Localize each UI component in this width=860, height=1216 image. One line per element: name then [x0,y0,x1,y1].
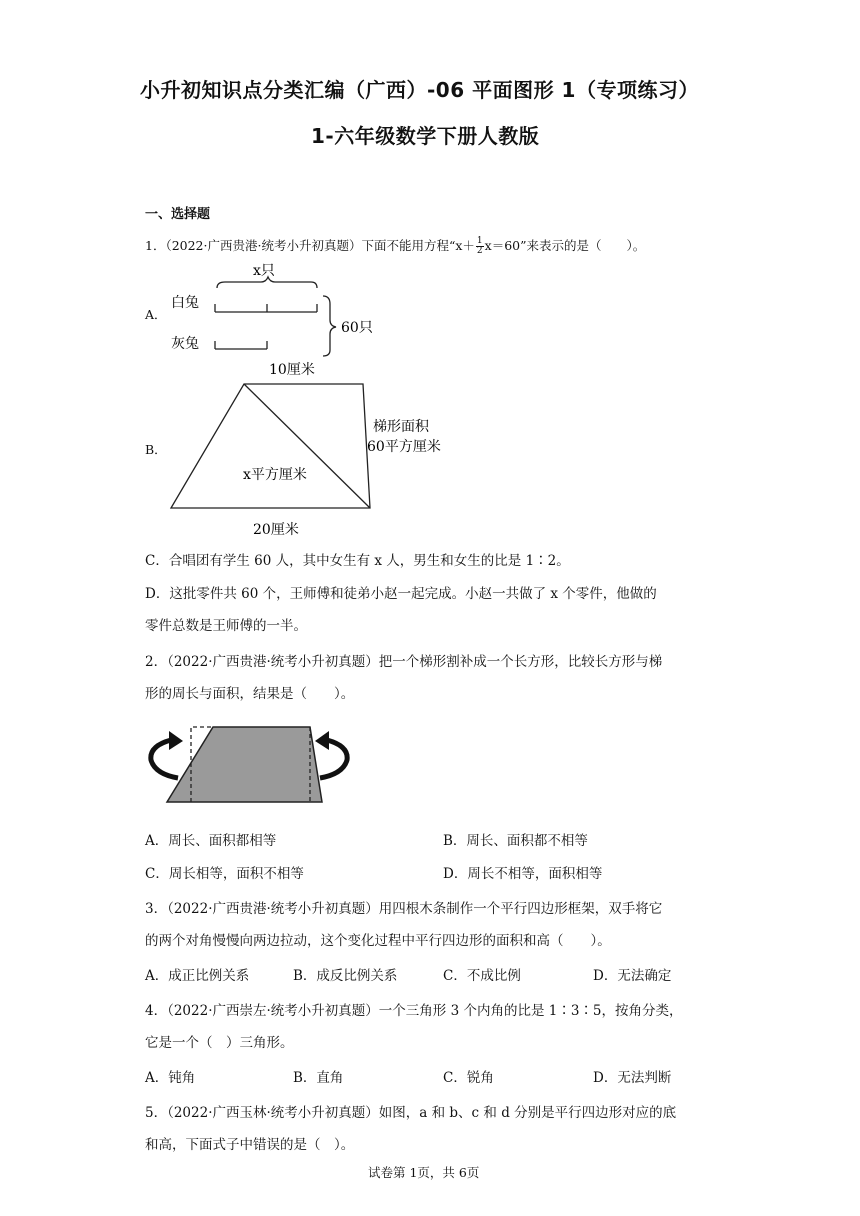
page-footer: 试卷第 1页，共 6页 [368,1165,480,1180]
fraction-one-half: $\frac{1}{2}$ [476,236,483,256]
q3-option-b: B．成反比例关系 [293,968,398,984]
q4-option-a: A．钝角 [145,1070,196,1086]
trapezoid-area-label-1: 梯形面积 [373,419,429,435]
question-1-stem: 1．（2022·广西贵港·统考小升初真题）下面不能用方程“x＋ $\frac{1}{2}$ x＝60”来表示的是（ ）。 [145,236,646,256]
gray-rabbit-label: 灰兔 [171,336,199,352]
top-label: x只 [253,263,275,279]
question-3-line2: 的两个对角慢慢向两边拉动，这个变化过程中平行四边形的面积和高（ ）。 [145,933,611,949]
q2-option-b: B．周长、面积都不相等 [443,833,588,849]
doc-title-line1: 小升初知识点分类汇编（广西）-06 平面图形 1（专项练习） [140,78,699,102]
question-5-line1: 5．（2022·广西玉林·统考小升初真题）如图，a 和 b、c 和 d 分别是平行四边形对应的底 [145,1105,677,1121]
gray-trapezoid [167,727,322,802]
trapezoid-top-label: 10厘米 [269,362,315,378]
right-brace-icon [323,296,336,356]
question-2-line2: 形的周长与面积，结果是（ ）。 [145,686,355,702]
q1-segment-diagram [165,262,385,362]
question-3-line1: 3．（2022·广西贵港·统考小升初真题）用四根木条制作一个平行四边形框架，双手将它 [145,901,663,917]
question-2-line1: 2．（2022·广西贵港·统考小升初真题）把一个梯形割补成一个长方形，比较长方形与梯 [145,654,663,670]
q2-trapezoid-cut-diagram [145,722,355,808]
trapezoid-bottom-label: 20厘米 [253,522,299,538]
q3-option-a: A．成正比例关系 [145,968,250,984]
q4-option-d: D．无法判断 [593,1070,672,1086]
q3-option-d: D．无法确定 [593,968,672,984]
question-4-line2: 它是一个（ ）三角形。 [145,1035,294,1051]
q1-option-b-label: B． [145,442,167,457]
q1-option-c: C．合唱团有学生 60 人，其中女生有 x 人，男生和女生的比是 1∶2。 [145,553,570,569]
q2-option-c: C．周长相等，面积不相等 [145,866,304,882]
q3-option-c: C．不成比例 [443,968,521,984]
q2-option-d: D．周长不相等，面积相等 [443,866,603,882]
section-heading: 一、选择题 [145,207,211,222]
q4-option-c: C．锐角 [443,1070,494,1086]
q4-option-b: B．直角 [293,1070,344,1086]
question-5-line2: 和高，下面式子中错误的是（ ）。 [145,1137,355,1153]
white-rabbit-label: 白兔 [171,295,199,311]
doc-title-line2: 1-六年级数学下册人教版 [311,124,540,148]
question-4-line1: 4．（2022·广西崇左·统考小升初真题）一个三角形 3 个内角的比是 1∶3∶5，按角分类， [145,1003,683,1019]
triangle-area-label: x平方厘米 [243,467,307,483]
q1-option-d-line1: D．这批零件共 60 个，王师傅和徒弟小赵一起完成。小赵一共做了 x 个零件，他做的 [145,586,657,602]
trapezoid-area-label-2: 60平方厘米 [367,439,441,455]
total-label: 60只 [341,320,373,336]
trapezoid-diagonal [244,384,370,508]
q1-option-d-line2: 零件总数是王师傅的一半。 [145,618,307,634]
trapezoid-shape [171,384,370,508]
q1-trapezoid-diagram [165,356,465,542]
q1-option-a-label: A． [145,307,167,322]
q2-option-a: A．周长、面积都相等 [145,833,277,849]
